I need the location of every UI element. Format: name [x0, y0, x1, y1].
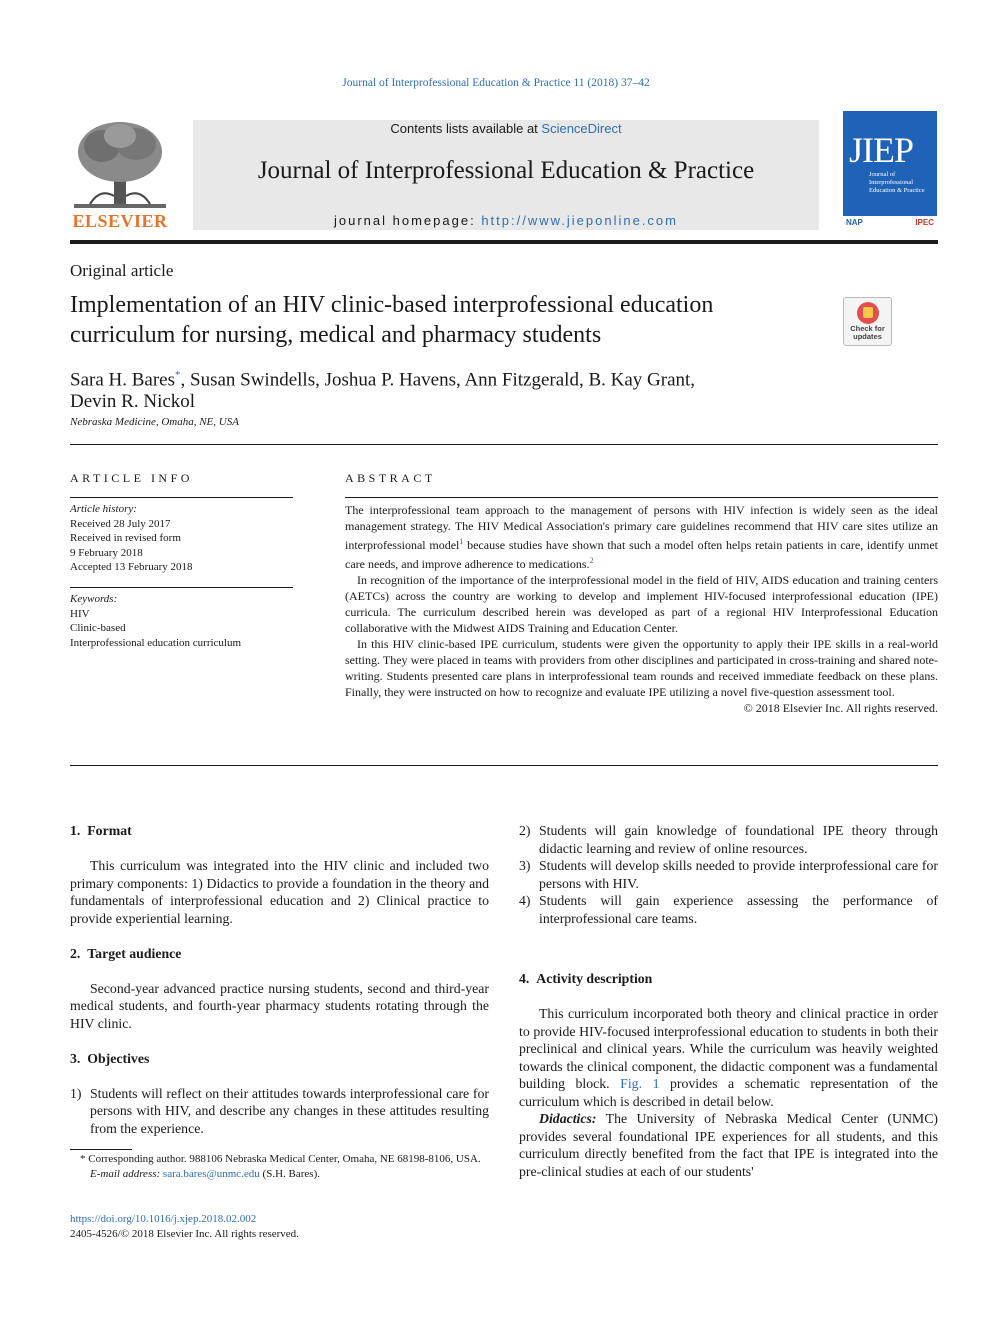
history-item: Accepted 13 February 2018	[70, 561, 193, 573]
body-left-column	[70, 822, 489, 1137]
objectives-list-continued	[519, 822, 938, 927]
footnote-text: Corresponding author. 988106 Nebraska Medical Center, Omaha, NE 68198-8106, USA.	[85, 1153, 481, 1165]
abstract-text: because studies have shown that such a model often helps retain patients in care, identify unmet care needs, and improve adherence to medications.	[345, 538, 938, 571]
section-heading: 4. Activity description	[519, 971, 653, 986]
tree-icon	[70, 118, 170, 210]
cover-title: JIEP	[849, 130, 914, 170]
cover-footer-left: NAP	[846, 218, 863, 227]
keyword: HIV	[70, 607, 90, 620]
abstract-heading: ABSTRACT	[345, 471, 436, 485]
doi-link[interactable]: https://doi.org/10.1016/j.xjep.2018.02.002	[70, 1213, 257, 1225]
email-link[interactable]: sara.bares@unmc.edu	[162, 1167, 260, 1180]
journal-citation[interactable]: Journal of Interprofessional Education & Practice 11 (2018) 37–42	[342, 77, 650, 89]
list-text: Students will gain experience assessing the performance of interprofessional care teams.	[539, 893, 938, 926]
article-info-rule	[70, 497, 293, 498]
list-item	[519, 822, 938, 857]
homepage-link[interactable]: http://www.jieponline.com	[481, 213, 678, 228]
journal-cover[interactable]	[843, 111, 937, 230]
page-footer	[70, 1212, 299, 1242]
issn-line: 2405-4526/© 2018 Elsevier Inc. All rights reserved.	[70, 1228, 299, 1240]
reference-link[interactable]: 1	[459, 537, 464, 546]
body-text: The University of Nebraska Medical Center (UNMC) provides several foundational IPE experiences for all students, and this curriculum directly benefited from the fact that IPE is integrated into the pre-clinical studies at each of our students'	[519, 1111, 938, 1179]
sciencedirect-link[interactable]: ScienceDirect	[541, 121, 622, 136]
crossmark-icon	[857, 302, 879, 324]
author-list	[70, 364, 770, 413]
footnote	[70, 1152, 489, 1181]
body-text: This curriculum incorporated both theory and clinical practice in order to provide HIV-focused interprofessional education to students in both their preclinical and clinical years. While the curriculum was heavily weighted towards the clinical component, the didactic component was a fundamental building block.	[519, 1006, 938, 1091]
homepage-line	[193, 213, 819, 228]
keywords-label: Keywords:	[70, 593, 118, 605]
head-divider	[70, 444, 938, 445]
abstract-body	[345, 502, 938, 716]
contents-line	[193, 121, 819, 136]
abstract-paragraph: In recognition of the importance of the interprofessional model in the field of HIV, AIDS education and training centers (AETCs) across the country are working to develop and implement HIV-focused interprofessional education (IPE) curricula. The curriculum described herein was developed as part of a regional HIV Interprofessional Education collaborative with the Midwest AIDS Training and Education Center.	[345, 573, 938, 635]
list-item	[70, 1085, 489, 1138]
body-paragraph	[519, 1005, 938, 1110]
section-heading: 1. Format	[70, 823, 132, 838]
crossmark-label: Check for updates	[850, 324, 885, 341]
author-name: Sara H. Bares	[70, 369, 175, 391]
abstract-paragraph: In this HIV clinic-based IPE curriculum, students were given the opportunity to apply their IPE skills in a real-world setting. They were placed in teams with providers from other disciplines and participated in cross-training and shared note-writing. Students presented care plans in interprofessional team rounds and received immediate feedback on these plans. Finally, they were instructed on how to recognize and evaluate IPE utilizing a novel five-question assessment tool.	[345, 637, 938, 699]
reference-link[interactable]: 2	[589, 556, 594, 565]
history-item: 9 February 2018	[70, 546, 143, 559]
abstract-text: The interprofessional team approach to the management of persons with HIV infection is widely seen as the ideal management strategy. The HIV Medical Association's primary care guidelines recommend that HIV care sites utilize an interprofessional model	[345, 503, 938, 552]
abstract-divider	[70, 765, 938, 766]
list-text: Students will gain knowledge of foundational IPE theory through didactic learning and review of online resources.	[539, 823, 938, 856]
body-right-column	[519, 822, 938, 1180]
email-suffix: (S.H. Bares).	[259, 1167, 320, 1180]
corresponding-author-link[interactable]: *	[175, 369, 181, 381]
cover-footer-right: IPEC	[915, 218, 934, 227]
affiliation: Nebraska Medicine, Omaha, NE, USA	[70, 416, 239, 428]
keywords-rule	[70, 587, 293, 588]
list-text: Students will reflect on their attitudes towards interprofessional care for persons with HIV, and describe any changes in these attitudes resulting from the experience.	[90, 1085, 489, 1136]
history-item: Received 28 July 2017	[70, 517, 171, 530]
objectives-list	[70, 1085, 489, 1138]
header-rule	[70, 240, 938, 244]
list-number: 3)	[519, 858, 531, 873]
footnote-marker: *	[80, 1153, 86, 1165]
body-paragraph: This curriculum was integrated into the HIV clinic and included two primary components: 1) Didactics to provide a foundation in the theory and fundamentals of interprofessional education and 2) Clinical practice to provide experiential learning.	[70, 858, 489, 926]
list-item	[519, 857, 938, 892]
keyword: Clinic-based	[70, 622, 126, 634]
cover-footer	[843, 216, 937, 230]
list-number: 2)	[519, 823, 531, 838]
section-heading: 3. Objectives	[70, 1050, 150, 1066]
body-paragraph: Second-year advanced practice nursing students, second and third-year medical students, and fourth-year pharmacy students rotating through the HIV clinic.	[70, 980, 489, 1031]
list-item	[519, 892, 938, 927]
abstract-rule	[345, 497, 938, 498]
footnote-rule	[70, 1149, 132, 1150]
abstract-copyright: © 2018 Elsevier Inc. All rights reserved.	[743, 701, 938, 715]
homepage-prefix: journal homepage:	[334, 213, 482, 228]
run-in-heading: Didactics:	[539, 1111, 597, 1126]
elsevier-wordmark: ELSEVIER	[72, 211, 168, 231]
author-names-line2: Devin R. Nickol	[70, 391, 196, 413]
keyword: Interprofessional education curriculum	[70, 636, 242, 649]
journal-masthead	[193, 120, 819, 230]
body-paragraph	[519, 1110, 938, 1180]
keywords	[70, 592, 295, 650]
section-heading: 2. Target audience	[70, 945, 182, 961]
history-item: Received in revised form	[70, 532, 181, 544]
list-number: 1)	[70, 1085, 82, 1101]
elsevier-logo	[70, 118, 170, 232]
abstract-paragraph	[345, 502, 938, 572]
contents-prefix: Contents lists available at	[390, 121, 542, 136]
list-text: Students will develop skills needed to provide interprofessional care for persons with HIV.	[539, 858, 938, 891]
body-text: provides a schematic representation of the curriculum which is described in detail below.	[519, 1076, 938, 1109]
article-title: Implementation of an HIV clinic-based interprofessional education curriculum for nursing, medical and pharmacy students	[70, 292, 714, 348]
history-label: Article history:	[70, 503, 137, 515]
article-info-heading: ARTICLE INFO	[70, 471, 193, 485]
cover-subtitle: Journal of Interprofessional Education & Practice	[869, 171, 925, 194]
crossmark-button[interactable]	[843, 297, 892, 346]
email-label: E-mail address:	[90, 1167, 163, 1180]
journal-name: Journal of Interprofessional Education & Practice	[257, 157, 755, 184]
figure-link[interactable]: Fig. 1	[620, 1076, 660, 1091]
list-number: 4)	[519, 893, 531, 908]
article-history	[70, 502, 295, 575]
article-type: Original article	[70, 261, 174, 280]
author-names: , Susan Swindells, Joshua P. Havens, Ann Fitzgerald, B. Kay Grant,	[180, 369, 696, 391]
